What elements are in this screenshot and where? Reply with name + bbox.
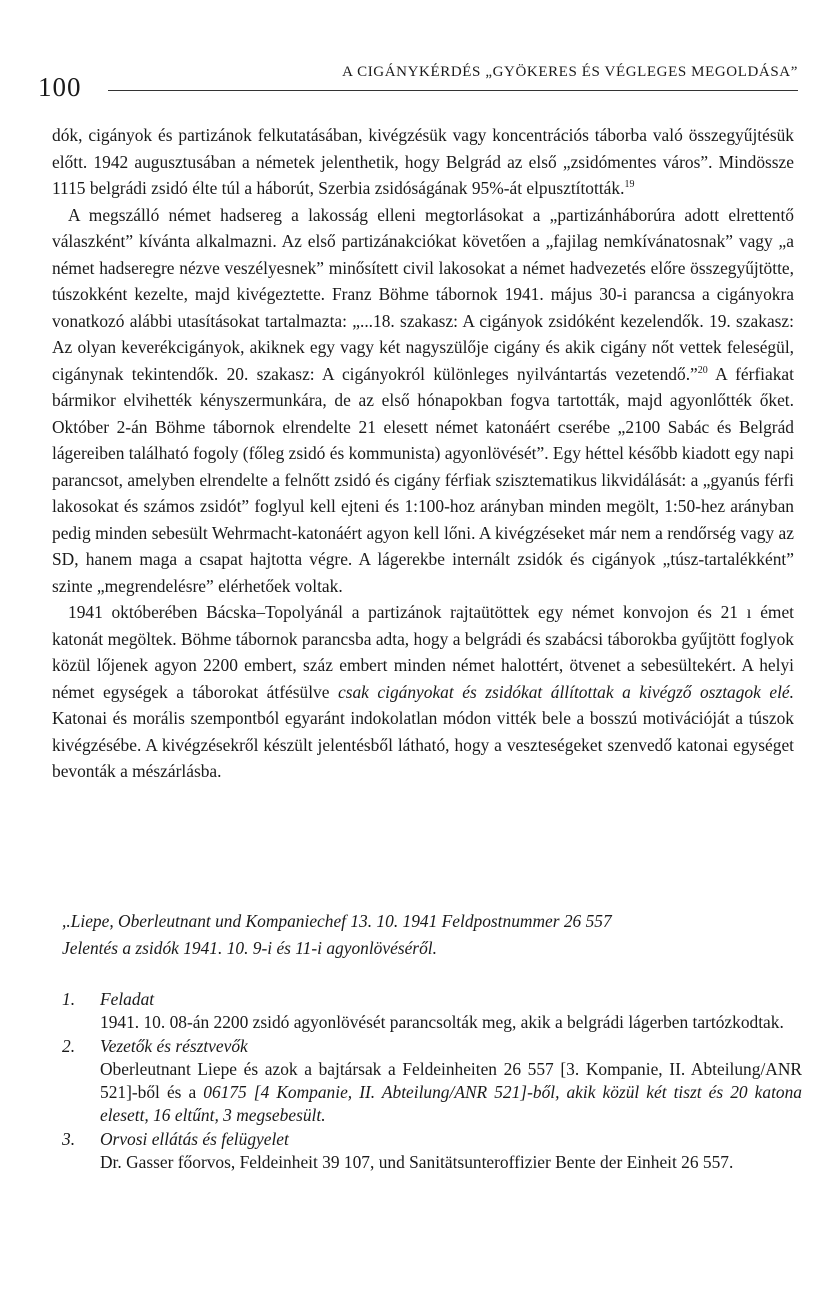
item-title: Vezetők és résztvevők — [100, 1035, 248, 1056]
item-number: 3. — [62, 1128, 76, 1149]
item-title: Feladat — [100, 989, 155, 1009]
document-heading-subtitle: Jelentés a zsidók 1941. 10. 9-i és 11-i agyonlövéséről. — [62, 937, 437, 958]
running-title: A CIGÁNYKÉRDÉS „GYÖKERES ÉS VÉGLEGES MEGOLDÁSA” — [342, 64, 798, 80]
paragraph — [52, 202, 794, 600]
list-item — [62, 1035, 802, 1128]
footnote-marker[interactable]: 19 — [624, 179, 635, 190]
text-run: dók, cigányok és partizánok felkutatásában, kivégzésük vagy koncentrációs táborba való összegyűjtésük előtt. 1942 augusztusában a németek jelenthetik, hogy Belgrád az első „zsidómentes város”. Mindössze 1115 belgrádi zsidó élte túl a háborút, Szerbia zsidóságának 95%-át elpusztították. — [52, 125, 794, 198]
document-heading-line: ,.Liepe, Oberleutnant und Kompaniechef 13. 10. 1941 Feldpostnummer 26 557 — [62, 911, 612, 931]
text-run: 1941. 10. 08-án 2200 zsidó agyonlövését parancsolták meg, akik a belgrádi lágerben tartózkodtak. — [100, 1012, 784, 1033]
footnote-marker[interactable]: 20 — [697, 364, 708, 376]
page-number: 100 — [38, 72, 82, 102]
text-run: A megszálló német hadsereg a lakosság elleni megtorlásokat a „partizánháborúra adott elrettentő válaszként” kívánta alkalmazni. Az első partizánakciókat követően a „fajilag nemkívánatosnak” vagy „a német hadseregre nézve veszélyesnek” minősített civil lakosokat a német hadvezetés előre összegyűjtötte, túszokként kezelte, majd kivégeztette. Franz Böhme tábornok 1941. május 30-i parancsa a cigányokra vonatkozó alábbi utasításokat tartalmazta: „...18. szakasz: A cigányok zsidóként kezelendők. 19. szakasz: Az olyan keverékcigányok, akiknek egy vagy két nagyszülője cigány és akik cigány nőt vettek feleségül, cigánynak tekintendők. 20. szakasz: A cigányokról különleges nyilvántartás vezetendő.” — [52, 204, 794, 384]
item-body — [100, 1151, 802, 1174]
page-header — [38, 60, 802, 100]
item-body — [100, 1011, 802, 1034]
paragraph — [52, 122, 794, 202]
italic-text: csak cigányokat és zsidókat állítottak a kivégző osztagok elé. — [337, 681, 794, 702]
list-item — [62, 1128, 802, 1175]
text-run: 1941 októberében Bácska–Topolyánál a partizánok rajtaütöttek egy német konvojon és 21 ı émet katonát megöltek. Böhme tábornok parancsba adta, hogy a belgrádi és szabácsi táborokba gyűjtött foglyok közül lőjenek agyon 2200 embert, száz embert minden német halottért, ötvenet a sebesültekért. A helyi német egységek a táborokat átfésülve — [52, 602, 794, 702]
item-body — [100, 1058, 802, 1128]
item-title: Orvosi ellátás és felügyelet — [100, 1128, 289, 1149]
header-rule — [108, 90, 798, 91]
text-run: Oberleutnant Liepe és azok a bajtársak a Feldeinheiten 26 557 [3. Kompanie, II. Abteilung/ANR 521]-ből és a — [100, 1058, 802, 1103]
body-text — [52, 122, 794, 785]
text-run: Katonai és morális szempontból egyaránt indokolatlan módon vitték bele a bosszú motivációját a túszok kivégzésébe. A kivégzésekről készült jelentésből látható, hogy a veszteségeket szenvedő katonai egységet bevonták a mészárlásba. — [52, 708, 794, 781]
numbered-list — [62, 988, 802, 1174]
paragraph — [52, 599, 794, 785]
item-number: 1. — [62, 989, 76, 1009]
text-run: Dr. Gasser főorvos, Feldeinheit 39 107, und Sanitätsunteroffizier Bente der Einheit 26 557. — [100, 1152, 734, 1173]
text-run: A férfiakat bármikor elvihették kényszermunkára, de az első hónapokban fogva tartották, majd agyonlőtték őket. Október 2-án Böhme tábornok elrendelte 21 elesett német katonáért cserébe „2100 Sabác és Belgrád lágereiben található fogoly (főleg zsidó és kommunista) agyonlövését”. Egy héttel később kiadott egy napi parancsot, amelyben elrendelte a felnőtt zsidó és cigány férfiak szisztematikus likvidálását: a „gyanús férfi lakosokat és számos zsidót” foglyul kell ejteni és 1:100-hoz arányban minden megölt, 1:50-hez arányban pedig minden sebesült Wehrmacht-katonáért agyon kell lőni. A kivégzéseket már nem a rendőrség vagy az SD, hanem maga a csapat hajtotta végre. A lágerekbe internált zsidók és cigányok „túsz-tartalékként” szinte „megrendelésre” elérhetőek voltak. — [52, 363, 794, 596]
list-item — [62, 988, 802, 1035]
item-number: 2. — [62, 1035, 76, 1056]
document-heading — [62, 908, 802, 961]
italic-text: 06175 [4 Kompanie, II. Abteilung/ANR 521]-ből, akik közül két tiszt és 20 katona elesett, 16 eltűnt, 3 megsebesült. — [100, 1082, 802, 1126]
